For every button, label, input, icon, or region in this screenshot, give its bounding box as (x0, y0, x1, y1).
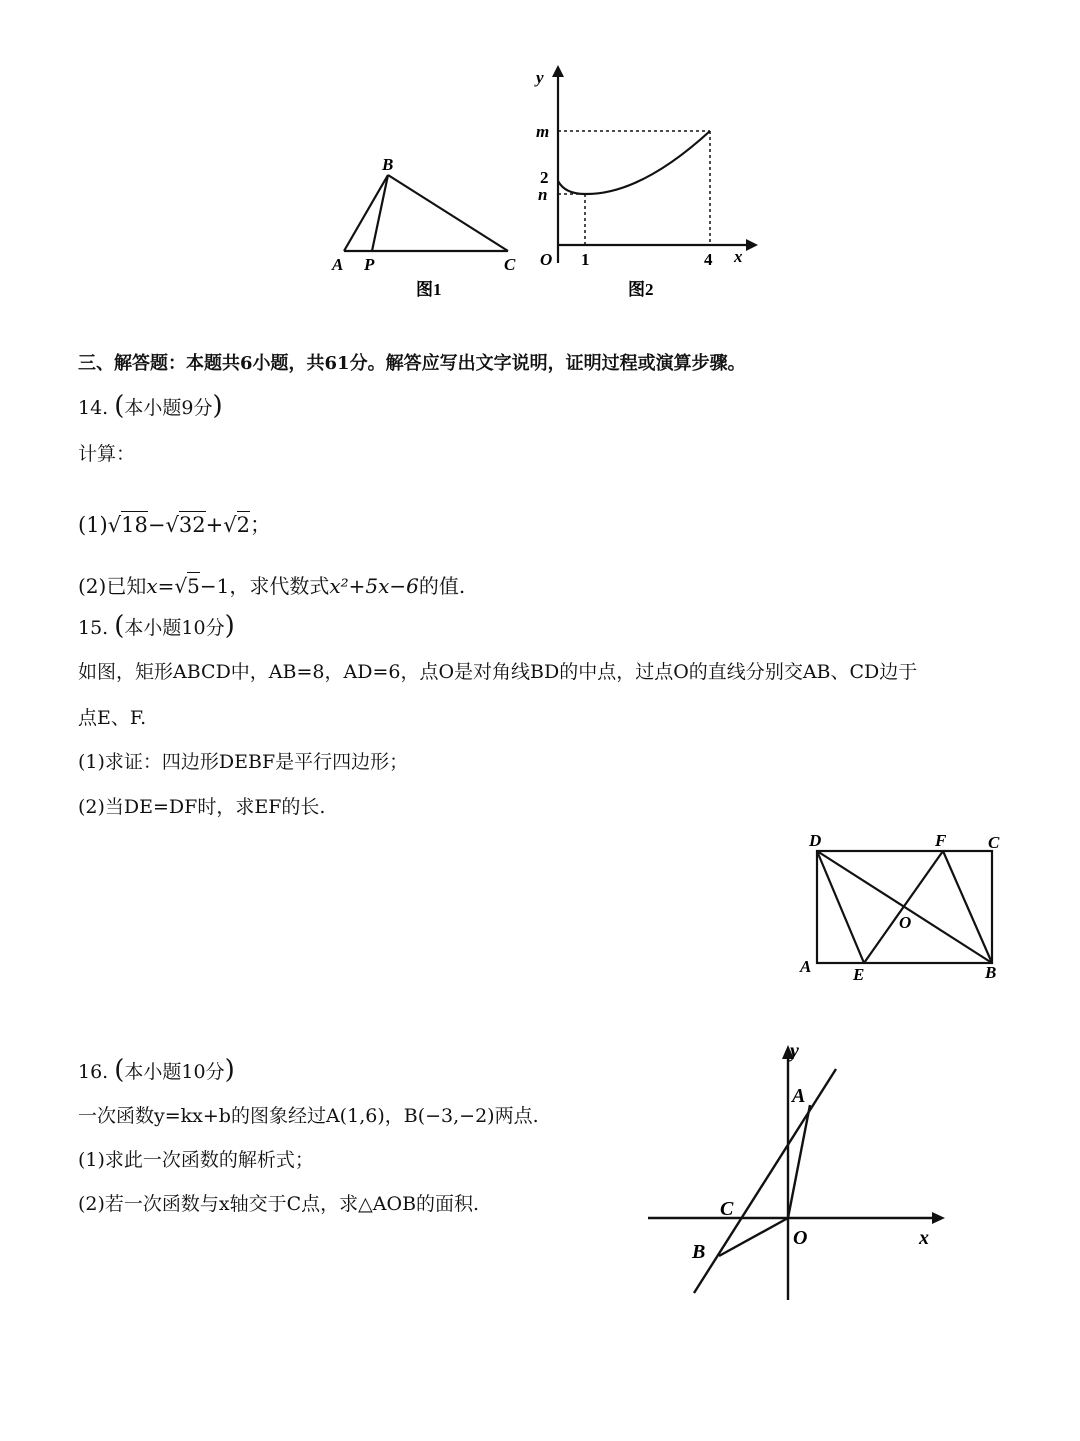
fig2-label-2: 2 (540, 168, 549, 187)
q16-number: 16. (78, 1061, 109, 1083)
q15-label-A: A (800, 957, 812, 976)
fig1-label-P: P (364, 255, 375, 274)
fig2-axis-x: x (734, 247, 743, 266)
q15-header: 15. (本小题10分) (78, 611, 235, 641)
q16-label-y: y (790, 1040, 799, 1062)
q16-label-O: O (793, 1227, 808, 1249)
q15-part1: (1)求证：四边形DEBF是平行四边形； (78, 751, 409, 773)
q15-label-E: E (853, 965, 865, 984)
q16-part2: (2)若一次函数与x轴交于C点，求△AOB的面积. (78, 1193, 480, 1215)
q14-part2-poly: x²+5x−6 (329, 574, 419, 598)
q14-part2: (2)已知x=√5−1，求代数式x²+5x−6的值. (78, 574, 466, 598)
q16-figure-graph (640, 1035, 960, 1310)
fig2-axis-y: y (536, 68, 544, 87)
q14-part1: (1)√18−√32+√2； (78, 513, 271, 537)
q15-line2: 点E、F. (78, 707, 147, 729)
fig2-origin: O (540, 250, 553, 269)
q14-number: 14. (78, 397, 109, 419)
q16-label-A: A (792, 1085, 806, 1107)
q15-points: 本小题10分 (124, 617, 225, 639)
q15-line1: 如图，矩形ABCD中，AB=8，AD=6，点O是对角线BD的中点，过点O的直线分别交AB、CD边于 (78, 661, 918, 683)
q15-number: 15. (78, 617, 109, 639)
q14-radicand-32: 32 (178, 513, 206, 537)
q15-label-F: F (935, 831, 947, 850)
fig2-label-n: n (538, 185, 548, 204)
q16-label-x: x (919, 1227, 929, 1249)
q16-line1: 一次函数y=kx+b的图象经过A(1,6)，B(−3,−2)两点. (78, 1105, 539, 1127)
fig2-label-4: 4 (704, 250, 713, 269)
q16-header: 16. (本小题10分) (78, 1055, 235, 1085)
q14-points: 本小题9分 (124, 397, 213, 419)
q14-part2-var: x (146, 574, 158, 598)
q14-instruction: 计算： (78, 443, 136, 465)
fig2-label-m: m (536, 122, 550, 141)
q16-points: 本小题10分 (124, 1061, 225, 1083)
fig1-label-B: B (382, 155, 394, 174)
q14-radicand-18: 18 (121, 513, 148, 537)
q14-part2-suffix: 的值. (418, 574, 466, 598)
fig1-caption: 图1 (416, 280, 442, 299)
q14-part2-minus: −1，求代数式 (199, 574, 330, 598)
q14-op-minus: − (147, 513, 166, 537)
q15-figure-rectangle (795, 825, 1015, 990)
fig2-label-1: 1 (581, 250, 590, 269)
q14-header: 14. (本小题9分) (78, 391, 223, 421)
q14-part2-eq: = (157, 574, 175, 598)
q15-label-C: C (988, 833, 1000, 852)
q14-part2-prefix: 已知 (106, 574, 147, 598)
q16-part1: (1)求此一次函数的解析式； (78, 1149, 314, 1171)
q15-label-D: D (809, 831, 822, 850)
figure-1-triangle (344, 175, 508, 251)
fig2-caption: 图2 (628, 280, 654, 299)
q14-op-plus: + (205, 513, 224, 537)
section-heading: 三、解答题：本题共6小题，共61分。解答应写出文字说明，证明过程或演算步骤。 (78, 353, 746, 374)
q14-part2-label: (2) (78, 574, 107, 598)
q14-radicand-2: 2 (236, 513, 250, 537)
q15-label-B: B (985, 963, 997, 982)
q16-label-C: C (720, 1198, 734, 1220)
figure-2-graph (552, 65, 758, 263)
top-figures (320, 55, 770, 315)
q14-part2-radicand: 5 (187, 574, 200, 598)
q16-label-B: B (692, 1241, 706, 1263)
fig1-label-C: C (504, 255, 516, 274)
q15-label-O: O (899, 913, 912, 932)
q14-part1-end: ； (249, 513, 271, 537)
q14-part1-label: (1) (78, 513, 108, 537)
fig1-label-A: A (332, 255, 344, 274)
q15-part2: (2)当DE=DF时，求EF的长. (78, 796, 326, 818)
